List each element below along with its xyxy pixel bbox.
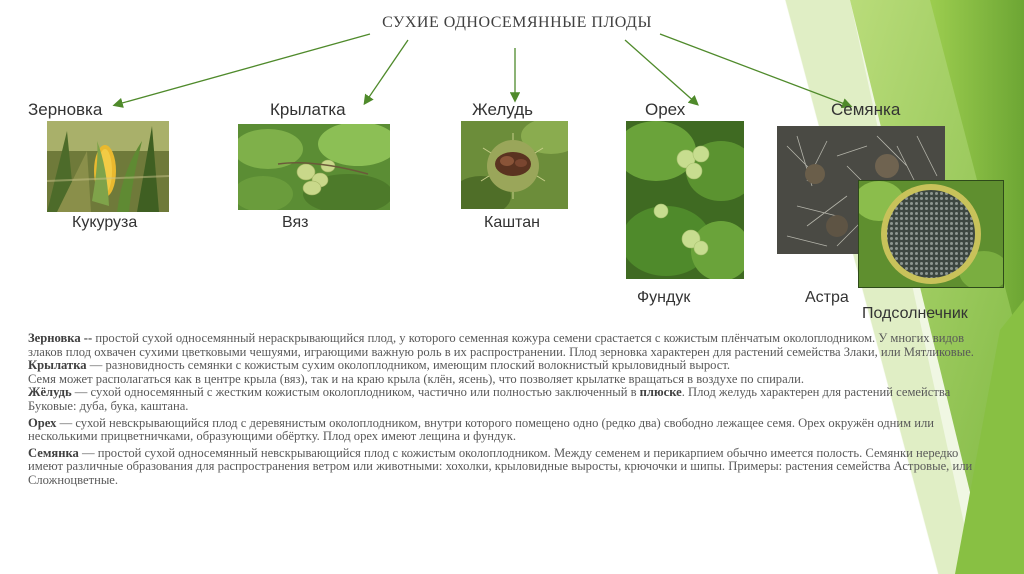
- arrow-to-semyanka: [660, 34, 850, 106]
- slide-title: СУХИЕ ОДНОСЕМЯННЫЕ ПЛОДЫ: [382, 14, 652, 31]
- arrow-to-krylatka: [365, 40, 408, 103]
- label-kukuruza: Кукуруза: [72, 214, 138, 231]
- corn-photo: [47, 121, 169, 212]
- desc-orekh: Орех — сухой невскрывающийся плод с деревянистым околоплодником, внутри которого помещено одно (редко два) свободно лежащее семя. Орех окружён одним или несколькими прицветничками, образующими обёртку. Плод орех имеют лещина и фундук.: [28, 415, 934, 444]
- label-krylatka: Крылатка: [270, 100, 346, 119]
- arrow-to-orekh: [625, 40, 697, 104]
- hazelnut-photo: [626, 121, 744, 279]
- label-astra: Астра: [805, 289, 849, 306]
- chestnut-photo: [461, 121, 568, 209]
- term-zhelud: Жёлудь: [28, 385, 72, 400]
- elm-photo: [238, 124, 390, 210]
- term-semyanka: Семянка: [28, 445, 79, 460]
- term-zernovka: Зерновка --: [28, 331, 93, 345]
- desc-zhelud: Жёлудь — сухой односемянный с жестким кожистым околоплодником, частично или полностью заключенный в плюске. Плод желудь характерен для растений семейства Буковые: дуба, бука, каштана.: [28, 385, 951, 413]
- label-zernovka: Зерновка: [28, 100, 103, 119]
- term-krylatka: Крылатка: [28, 358, 87, 373]
- label-kashtan: Каштан: [484, 214, 540, 231]
- label-orekh: Орех: [645, 100, 686, 119]
- label-vyaz: Вяз: [282, 214, 309, 231]
- desc-semyanka: Семянка — простой сухой односемянный невскрывающийся плод с кожистым околоплодником. Между семенем и перикарпием обычно имеется полость. Семянки нередко имеют различные образования для распространения ветром или животными: хохолки, крыловидные выросты, крючочки и шипы. Примеры: растения семейства Астровые, или Сложноцветные.: [28, 445, 973, 487]
- term-pluska: плюске: [639, 385, 682, 400]
- desc-krylatka: Крылатка — разновидность семянки с кожистым сухим околоплодником, имеющим плоский волокнистый крыловидный вырост.: [28, 358, 731, 373]
- arrow-to-zernovka: [115, 34, 370, 105]
- term-orekh: Орех: [28, 415, 57, 430]
- label-semyanka: Семянка: [831, 100, 901, 119]
- label-zhelud: Желудь: [472, 100, 534, 119]
- desc-krylatka-2: Семя может располагаться как в центре крыла (вяз), так и на краю крыла (клён, ясень), что позволяет крылатке вращаться в воздухе по спирали.: [28, 371, 804, 386]
- descriptions-block: [28, 332, 993, 488]
- label-podsolnechnik: Подсолнечник: [862, 305, 968, 322]
- sunflower-photo: [858, 180, 1004, 288]
- label-funduk: Фундук: [637, 289, 691, 306]
- desc-zernovka: Зерновка -- простой сухой односемянный нераскрывающийся плод, у которого семенная кожура семени срастается с кожистым плёнчатым околоплодником. У многих видов злаков плод охвачен сухими цветковыми чешуями, играющими важную роль в их распространении. Плод зерновка характерен для растений семейства Злаки, или Мятликовые.: [28, 331, 974, 359]
